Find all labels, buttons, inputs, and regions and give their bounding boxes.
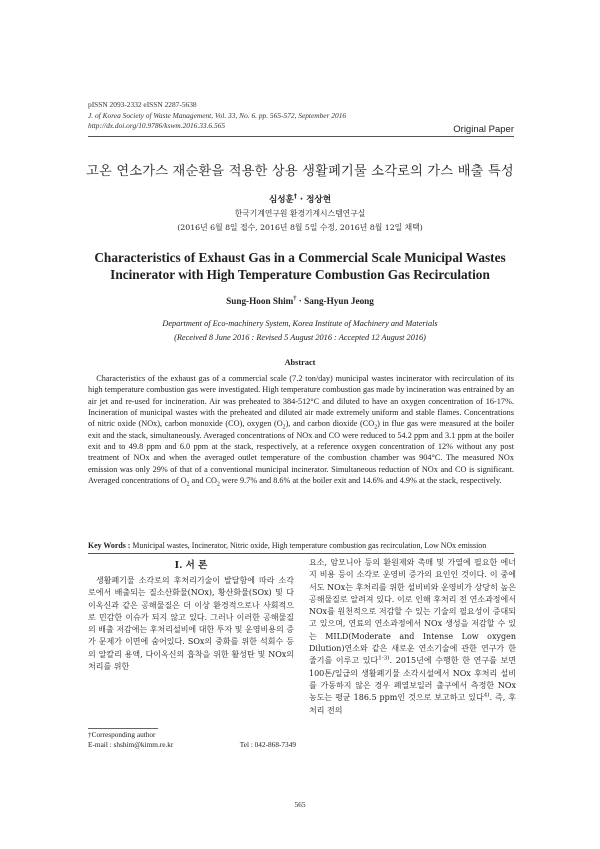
header-rule: [88, 136, 514, 137]
english-title: Characteristics of Exhaust Gas in a Commercial Scale Municipal Wastes Incinerator with High Temperature Combustion Gas Recirculation: [94, 250, 506, 282]
english-affiliation: Department of Eco-machinery System, Korea Institute of Machinery and Materials: [162, 319, 438, 328]
english-dates: (Received 8 June 2016 : Revised 5 August 2016 : Accepted 12 August 2016): [174, 333, 426, 342]
footnote-contact: [88, 740, 296, 750]
abstract-text: ), and carbon dioxide (CO: [285, 419, 375, 429]
abstract-heading: Abstract: [284, 358, 316, 367]
author-separator: ·: [296, 195, 307, 205]
abstract-text: were 9.7% and 8.6% at the boiler exit and 14.6% and 4.9% at the stack, respectively.: [219, 476, 502, 486]
abstract-body: [88, 373, 514, 486]
article-type-badge: Original Paper: [453, 124, 514, 135]
keywords-label: Key Words :: [88, 541, 133, 550]
korean-title: 고온 연소가스 재순환을 적용한 상용 생활폐기물 소각로의 가스 배출 특성: [86, 164, 514, 179]
keywords-text: Municipal wastes, Incinerator, Nitric oxide, High temperature combustion gas recirculation, Low NOx emission: [132, 541, 487, 550]
korean-author-1: 심성훈: [268, 195, 294, 205]
footnote-rule: [88, 728, 158, 729]
journal-citation: J. of Korea Society of Waste Management, Vol. 33, No. 6. pp. 565-572, September 2016: [88, 110, 347, 120]
doi-link[interactable]: http://dx.doi.org/10.9786/kswm.2016.33.6.565: [88, 121, 226, 131]
citation: 1-3): [378, 655, 390, 662]
abstract-paragraph: [88, 373, 514, 486]
page-number: 565: [294, 800, 306, 809]
corresponding-mark: †: [293, 193, 297, 201]
body-text: . 즉, 후처리 전의: [309, 693, 516, 715]
abstract-text: Characteristics of the exhaust gas of a commercial scale (7.2 ton/day) municipal wastes incinerator with recirculation of its high temperature combustion gas were investigated. High temperature combustion gas made by incineration was entrained by an air jet and re-used for incineration. Air was preheated to 384-512°C and diluted to have an oxygen concentration of 16-17%. Incineration of municipal wastes with the preheated and diluted air made extremely uniform and stable flames. Concentrations of nitric oxide (NOx), carbon monoxide (CO), oxygen (O: [88, 374, 514, 429]
footnote-tel: Tel : 042-868-7349: [239, 740, 296, 749]
author-separator: ·: [296, 296, 305, 306]
abstract-text: and CO: [189, 476, 217, 486]
issn-line: pISSN 2093-2332 eISSN 2287-5638: [88, 100, 197, 109]
intro-paragraph-continued: [309, 557, 516, 717]
korean-dates: (2016년 6월 8일 접수, 2016년 8월 5일 수정, 2016년 8월 12일 채택): [177, 223, 423, 232]
korean-affiliation: 한국기계연구원 환경기계시스템연구실: [234, 209, 366, 218]
body-text: 요소, 암모니아 등의 환원제와 촉매 및 가열에 필요한 에너지 비용 등이 소각로 운영비 증가의 요인인 것이다. 이 중에서도 NOx는 후처리를 위한 설비비와 운영비가 상당히 높은 공해물질로 알려져 있다. 이로 인해 후처리 전 연소과정에서 NOx를 원천적으로 저감할 수 있는 기술의 필요성이 증대되고 있으며, 연료의 연소과정에서 NOx 생성을 저감할 수 있는 MILD(Moderate and Intense Low oxygen Dilution)연소와 같은 새로운 연소기술에 관한 연구가 한 줄기를 이루고 있다: [309, 558, 516, 666]
intro-right-column: [309, 557, 516, 717]
footnote-email[interactable]: E-mail : shshim@kimm.re.kr: [88, 740, 174, 749]
citation: 4): [483, 692, 490, 699]
abstract-text: ) in flue gas were measured at the boiler exit and the stack, simultaneously. Averaged concentrations of NOx and CO were reduced to 54.2 ppm and 3.1 ppm at the boiler exit and to 49.8 ppm and 6.0 ppm at the stack, respectively, at a reference oxygen concentration of 12% without any post treatment of NOx and when the averaged outlet temperature of the combustion chamber was 904°C. The measured NOx emission was only 29% of that of a conventional municipal incinerator. Simultaneous reduction of NOx and CO is significant. Averaged concentrations of O: [88, 419, 514, 486]
english-authors: [0, 296, 600, 306]
footnote-label: †Corresponding author: [88, 730, 156, 739]
korean-author-2: 정상현: [306, 195, 332, 205]
footnote: [88, 730, 296, 750]
subscript: 2: [186, 481, 190, 488]
intro-left-column: [88, 575, 294, 673]
keywords-rule: [88, 553, 514, 554]
corresponding-mark: †: [293, 294, 297, 302]
section-heading: I. 서 론: [174, 560, 208, 571]
subscript: 2: [374, 425, 378, 432]
english-author-1: Sung-Hoon Shim: [226, 296, 294, 306]
journal-meta: [88, 100, 346, 132]
subscript: 2: [282, 425, 286, 432]
english-author-2: Sang-Hyun Jeong: [304, 296, 374, 306]
body-text: . 2015년에 수행한 한 연구를 보면 100톤/일급의 생활폐기물 소각시설에서 NOx 후처리 설비를 가동하지 않은 경우 폐열보일러 출구에서 측정한 NOx 농도는 평균 186.5 ppm인 것으로 보고하고 있다: [309, 656, 517, 703]
keywords: [88, 541, 516, 551]
korean-authors: [0, 193, 600, 205]
intro-paragraph: 생활폐기물 소각로의 후처리기술이 발달함에 따라 소각로에서 배출되는 질소산화물(NOx), 황산화물(SOx) 및 다이옥신과 같은 공해물질은 더 이상 환경적으로나 사회적으로 민감한 이슈가 되지 않고 있다. 그러나 이러한 공해물질의 배출 저감에는 후처리설비에 대한 투자 및 운영비용의 증가 문제가 이면에 숨어있다. SOx의 중화를 위한 석회수 등의 알칼리 용액, 다이옥신의 흡착을 위한 활성탄 및 NOx의 처리를 위한: [88, 576, 294, 672]
subscript: 2: [216, 481, 220, 488]
